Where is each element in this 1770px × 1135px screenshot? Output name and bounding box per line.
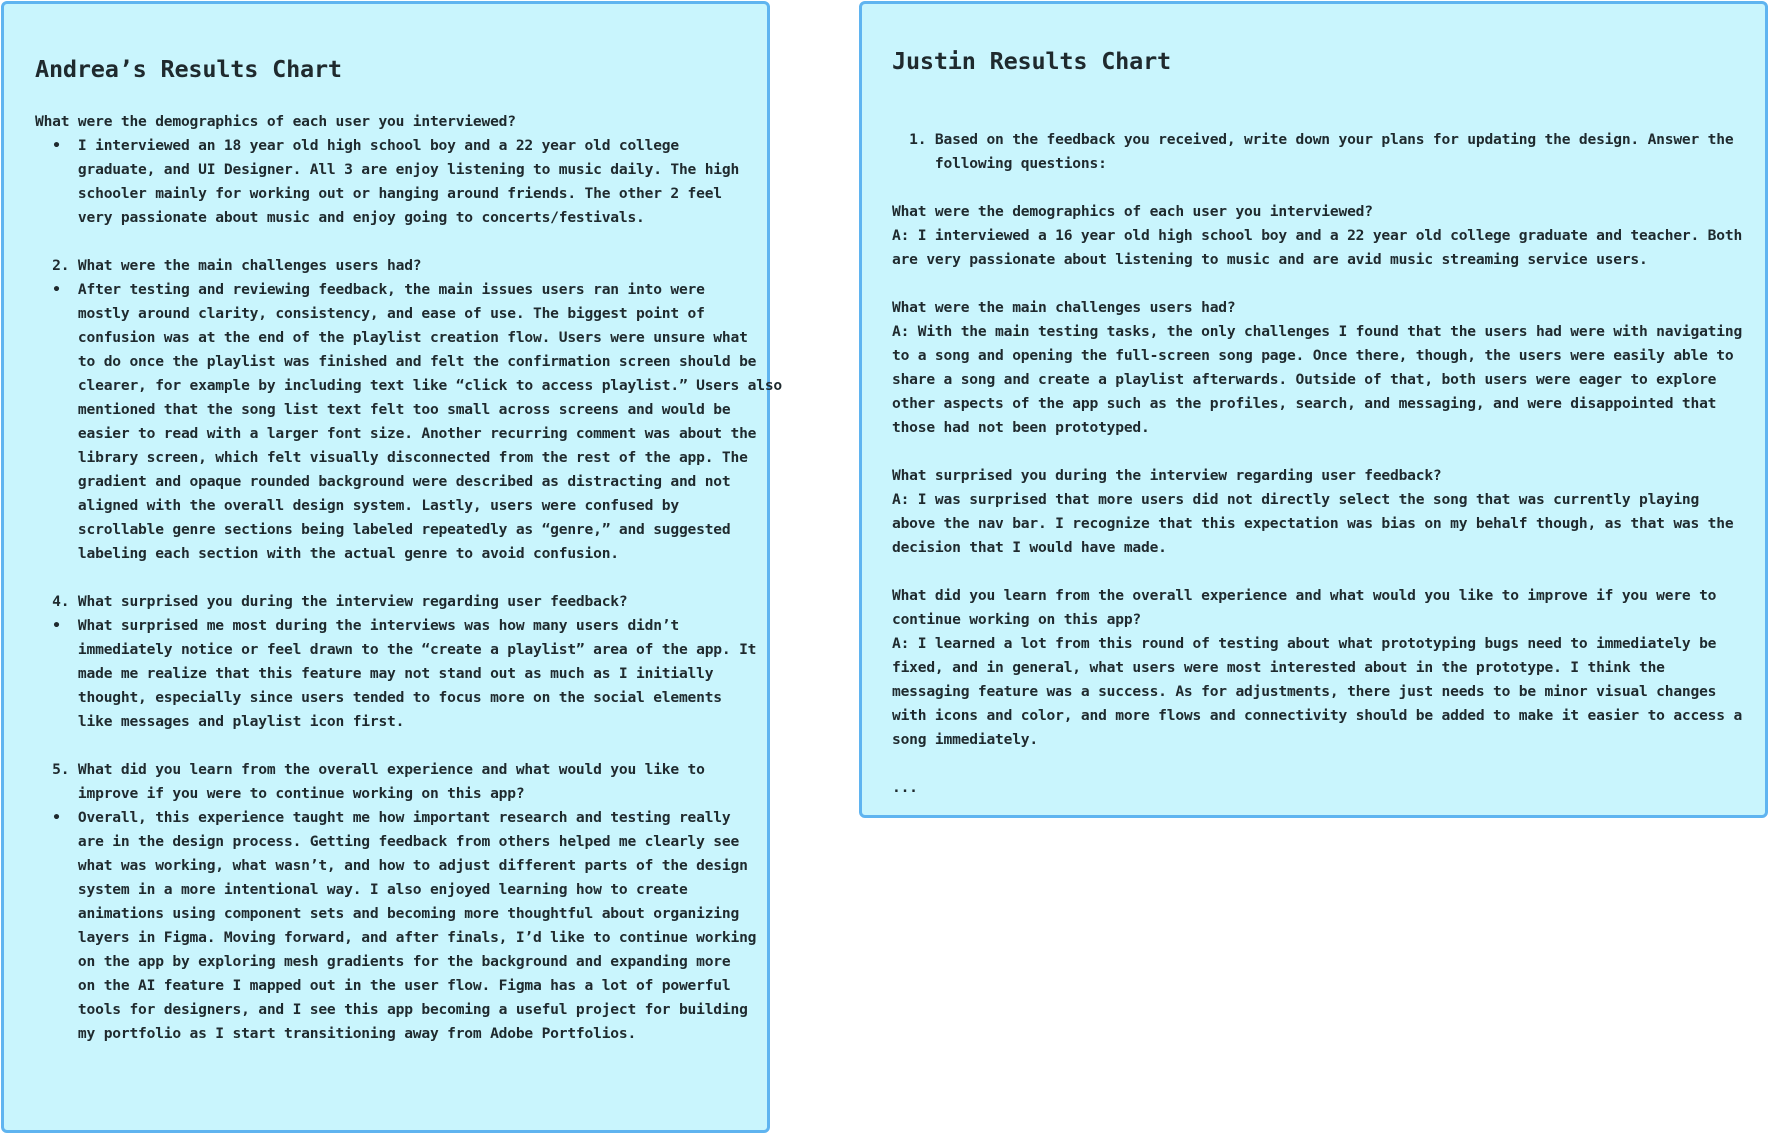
- text-line: library screen, which felt visually disconnected from the rest of the app. The: [35, 449, 748, 466]
- text-line: 2. What were the main challenges users had?: [35, 257, 422, 274]
- text-line: scrollable genre sections being labeled repeatedly as “genre,” and suggested: [35, 521, 731, 538]
- text-line: tools for designers, and I see this app becoming a useful project for building: [35, 1001, 748, 1018]
- text-line: messaging feature was a success. As for adjustments, there just needs to be minor visual changes: [892, 683, 1717, 700]
- text-line: like messages and playlist icon first.: [35, 713, 405, 730]
- text-line: [892, 176, 1735, 200]
- text-line: A: I interviewed a 16 year old high school boy and a 22 year old college graduate and teacher. Both: [892, 227, 1743, 244]
- text-line: A: With the main testing tasks, the only challenges I found that the users had were with navigating: [892, 323, 1743, 340]
- text-line: layers in Figma. Moving forward, and after finals, I’d like to continue working: [35, 929, 757, 946]
- text-line: • After testing and reviewing feedback, the main issues users ran into were: [35, 281, 705, 298]
- text-line: ...: [892, 779, 918, 796]
- text-line: clearer, for example by including text like “click to access playlist.” Users also: [35, 377, 782, 394]
- text-line: on the app by exploring mesh gradients for the background and expanding more: [35, 953, 731, 970]
- text-line: easier to read with a larger font size. Another recurring comment was about the: [35, 425, 757, 442]
- text-line: very passionate about music and enjoy going to concerts/festivals.: [35, 209, 645, 226]
- text-line: [35, 566, 737, 590]
- text-line: graduate, and UI Designer. All 3 are enjoy listening to music daily. The high: [35, 161, 740, 178]
- text-line: mostly around clarity, consistency, and ease of use. The biggest point of: [35, 305, 705, 322]
- text-line: decision that I would have made.: [892, 539, 1167, 556]
- text-line: 1. Based on the feedback you received, write down your plans for updating the design. Answer the: [892, 131, 1734, 148]
- text-line: What were the demographics of each user you interviewed?: [35, 113, 516, 130]
- text-line: on the AI feature I mapped out in the user flow. Figma has a lot of powerful: [35, 977, 731, 994]
- text-line: schooler mainly for working out or hanging around friends. The other 2 feel: [35, 185, 722, 202]
- text-line: [892, 752, 1735, 776]
- text-line: [35, 734, 737, 758]
- text-line: confusion was at the end of the playlist creation flow. Users were unsure what: [35, 329, 748, 346]
- text-line: to a song and opening the full-screen song page. Once there, though, the users were easily able to: [892, 347, 1734, 364]
- text-line: What were the main challenges users had?: [892, 299, 1236, 316]
- text-line: [892, 104, 1735, 128]
- text-line: thought, especially since users tended to focus more on the social elements: [35, 689, 722, 706]
- text-line: to do once the playlist was finished and felt the confirmation screen should be: [35, 353, 757, 370]
- text-line: above the nav bar. I recognize that this expectation was bias on my behalf though, as that was the: [892, 515, 1734, 532]
- text-line: A: I was surprised that more users did not directly select the song that was currently playing: [892, 491, 1700, 508]
- text-line: share a song and create a playlist afterwards. Outside of that, both users were eager to explore: [892, 371, 1717, 388]
- andrea-results-card: [1, 1, 782, 1133]
- text-line: continue working on this app?: [892, 611, 1141, 628]
- text-line: my portfolio as I start transitioning away from Adobe Portfolios.: [35, 1025, 637, 1042]
- text-line: aligned with the overall design system. Lastly, users were confused by: [35, 497, 679, 514]
- text-line: What were the demographics of each user you interviewed?: [892, 203, 1373, 220]
- card-title: Andrea’s Results Chart: [35, 55, 342, 83]
- card-body: [35, 110, 782, 1046]
- text-line: A: I learned a lot from this round of testing about what prototyping bugs need to immediately be: [892, 635, 1717, 652]
- text-line: following questions:: [892, 155, 1107, 172]
- text-line: other aspects of the app such as the profiles, search, and messaging, and were disappointed that: [892, 395, 1717, 412]
- text-line: • Overall, this experience taught me how important research and testing really: [35, 809, 731, 826]
- text-line: with icons and color, and more flows and connectivity should be added to make it easier to access a: [892, 707, 1743, 724]
- text-line: • I interviewed an 18 year old high school boy and a 22 year old college: [35, 137, 679, 154]
- text-line: made me realize that this feature may not stand out as much as I initially: [35, 665, 714, 682]
- text-line: system in a more intentional way. I also enjoyed learning how to create: [35, 881, 688, 898]
- text-line: [892, 440, 1735, 464]
- text-line: song immediately.: [892, 731, 1038, 748]
- card-title: Justin Results Chart: [892, 47, 1171, 75]
- text-line: [892, 560, 1735, 584]
- text-line: 5. What did you learn from the overall experience and what would you like to: [35, 761, 705, 778]
- text-line: animations using component sets and becoming more thoughtful about organizing: [35, 905, 740, 922]
- card-body: [892, 104, 1743, 800]
- text-line: • What surprised me most during the interviews was how many users didn’t: [35, 617, 679, 634]
- text-line: are in the design process. Getting feedback from others helped me clearly see: [35, 833, 740, 850]
- text-line: [35, 230, 737, 254]
- text-line: 4. What surprised you during the interview regarding user feedback?: [35, 593, 628, 610]
- text-line: fixed, and in general, what users were most interested about in the prototype. I think the: [892, 659, 1665, 676]
- text-line: What surprised you during the interview regarding user feedback?: [892, 467, 1442, 484]
- text-line: immediately notice or feel drawn to the “create a playlist” area of the app. It: [35, 641, 757, 658]
- text-line: What did you learn from the overall experience and what would you like to improve if you were to: [892, 587, 1717, 604]
- text-line: [892, 272, 1735, 296]
- text-line: are very passionate about listening to music and are avid music streaming service users.: [892, 251, 1648, 268]
- text-line: those had not been prototyped.: [892, 419, 1150, 436]
- text-line: mentioned that the song list text felt too small across screens and would be: [35, 401, 731, 418]
- text-line: gradient and opaque rounded background were described as distracting and not: [35, 473, 731, 490]
- text-line: improve if you were to continue working on this app?: [35, 785, 525, 802]
- text-line: labeling each section with the actual genre to avoid confusion.: [35, 545, 619, 562]
- justin-results-card: [859, 1, 1768, 818]
- text-line: what was working, what wasn’t, and how to adjust different parts of the design: [35, 857, 748, 874]
